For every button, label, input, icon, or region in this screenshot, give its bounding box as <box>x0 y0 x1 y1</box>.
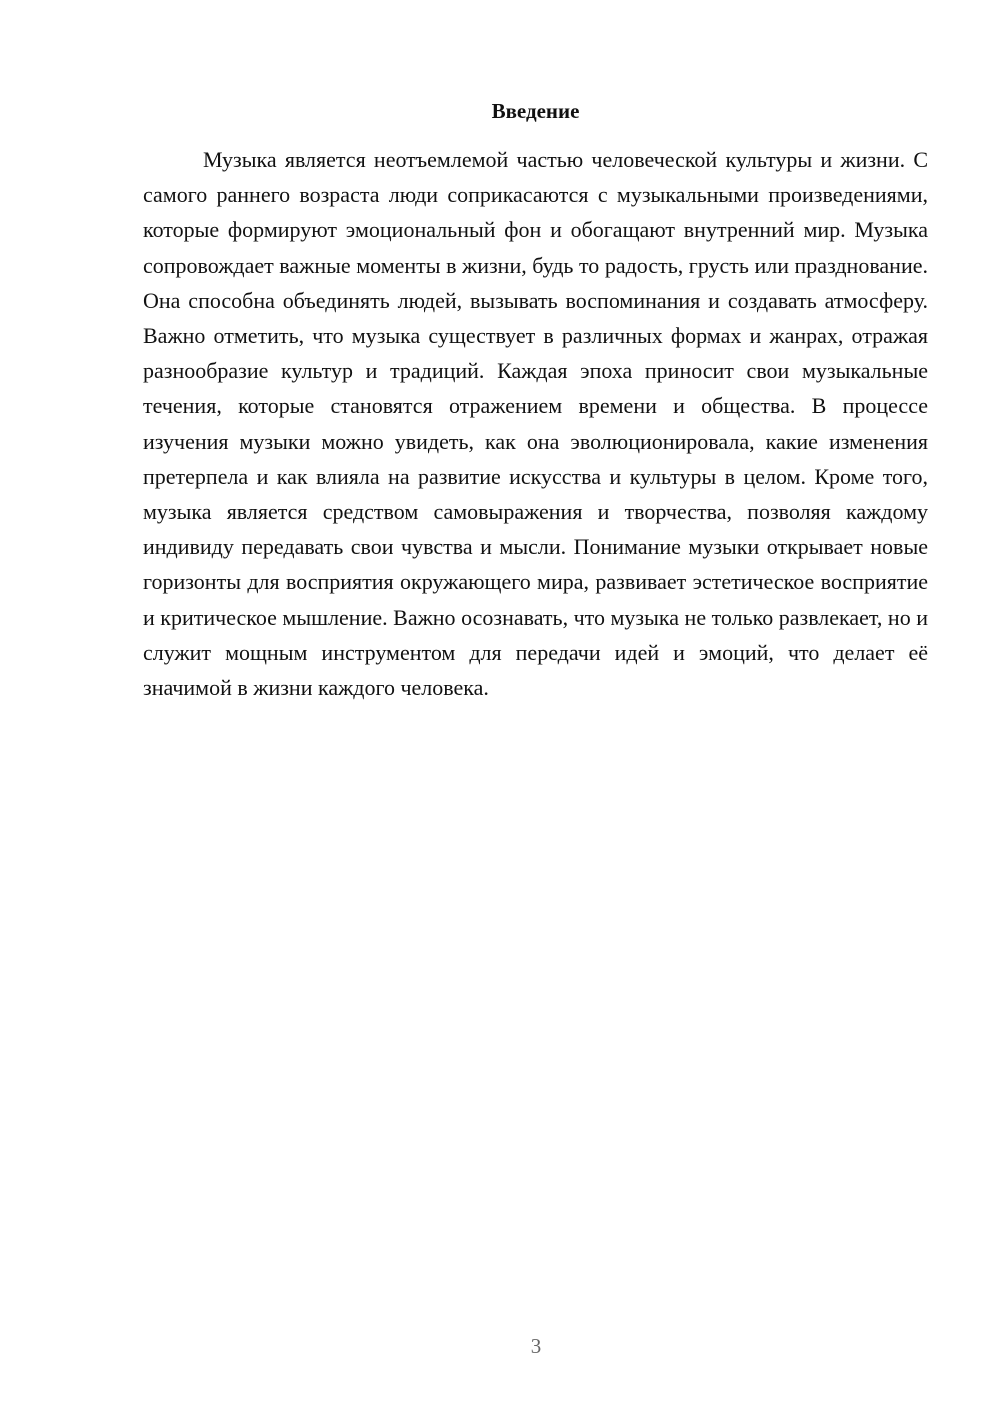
section-heading: Введение <box>491 99 580 123</box>
page-number: 3 <box>530 1334 542 1358</box>
body-paragraph: Музыка является неотъемлемой частью человеческой культуры и жизни. С самого раннего возраста люди соприкасаются с музыкальными произведениями, которые формируют эмоциональный фон и обогащают внутренний мир. Музыка сопровождает важные моменты в жизни, будь то радость, грусть или празднование. Она способна объединять людей, вызывать воспоминания и создавать атмосферу. Важно отметить, что музыка существует в различных формах и жанрах, отражая разнообразие культур и традиций. Каждая эпоха приносит свои музыкальные течения, которые становятся отражением времени и общества. В процессе изучения музыки можно увидеть, как она эволюционировала, какие изменения претерпела и как влияла на развитие искусства и культуры в целом. Кроме того, музыка является средством самовыражения и творчества, позволяя каждому индивиду передавать свои чувства и мысли. Понимание музыки открывает новые горизонты для восприятия окружающего мира, развивает эстетическое восприятие и критическое мышление. Важно осознавать, что музыка не только развлекает, но и служит мощным инструментом для передачи идей и эмоций, что делает её значимой в жизни каждого человека. <box>143 147 928 701</box>
